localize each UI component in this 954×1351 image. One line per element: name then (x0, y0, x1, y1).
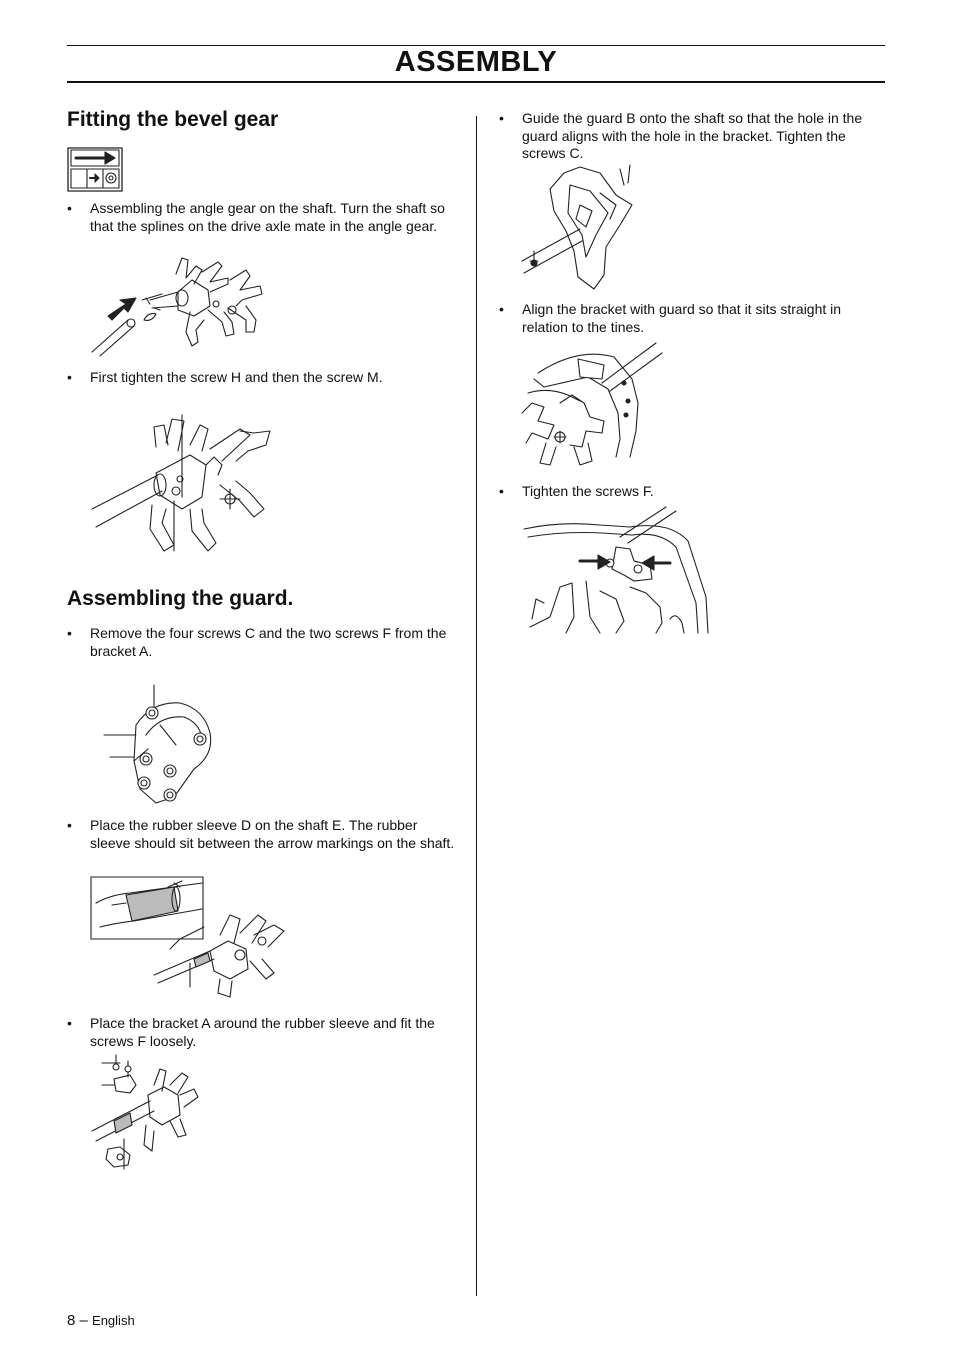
page-number: 8 – (67, 1312, 88, 1329)
screw-h-m-illustration (90, 405, 275, 555)
footer-language: English (92, 1313, 135, 1328)
bullet-text: Guide the guard B onto the shaft so that the hole in the guard aligns with the hole in the bracket. Tighten the screws C. (522, 110, 863, 161)
bullet-dot: • (67, 200, 72, 216)
bullet-dot: • (67, 625, 72, 641)
page-title: ASSEMBLY (394, 46, 558, 78)
section-heading-assembling-guard: Assembling the guard. (67, 587, 294, 610)
bullet-guide-guard (499, 110, 884, 164)
bullet-text: Place the rubber sleeve D on the shaft E. The rubber sleeve should sit between the arrow markings on the shaft. (90, 817, 455, 851)
bullet-align-bracket (499, 301, 884, 337)
bullet-text: Tighten the screws F. (522, 483, 654, 499)
rubber-sleeve-illustration (90, 875, 290, 1000)
bullet-dot: • (499, 301, 504, 317)
bullet-text: First tighten the screw H and then the screw M. (90, 369, 383, 385)
bullet-text: Assembling the angle gear on the shaft. Turn the shaft so that the splines on the drive axle mate in the angle gear. (90, 200, 445, 234)
header-bottom-rule (67, 81, 885, 83)
bullet-place-bracket (67, 1015, 457, 1051)
bullet-assemble-angle-gear (67, 200, 457, 236)
bullet-text: Place the bracket A around the rubber sleeve and fit the screws F loosely. (90, 1015, 435, 1049)
tool-pictogram-icon (67, 147, 123, 192)
column-divider (476, 116, 477, 1296)
bracket-screws-illustration (104, 685, 219, 805)
bullet-tighten-screw-h-m (67, 369, 457, 387)
guard-on-shaft-illustration (520, 165, 640, 290)
align-bracket-illustration (518, 343, 663, 468)
bracket-around-sleeve-illustration (90, 1055, 200, 1170)
page-footer (67, 1312, 135, 1329)
bullet-remove-screws (67, 625, 457, 661)
section-heading-bevel-gear: Fitting the bevel gear (67, 108, 279, 131)
bullet-place-rubber-sleeve (67, 817, 457, 871)
bullet-text: Remove the four screws C and the two screws F from the bracket A. (90, 625, 447, 659)
angle-gear-illustration (90, 250, 270, 360)
bullet-tighten-screws-f (499, 483, 884, 501)
bullet-dot: • (499, 483, 504, 499)
bullet-dot: • (499, 110, 504, 126)
bullet-dot: • (67, 369, 72, 385)
tighten-screws-f-illustration (520, 507, 710, 635)
bullet-dot: • (67, 817, 72, 833)
bullet-dot: • (67, 1015, 72, 1031)
bullet-text: Align the bracket with guard so that it sits straight in relation to the tines. (522, 301, 842, 335)
